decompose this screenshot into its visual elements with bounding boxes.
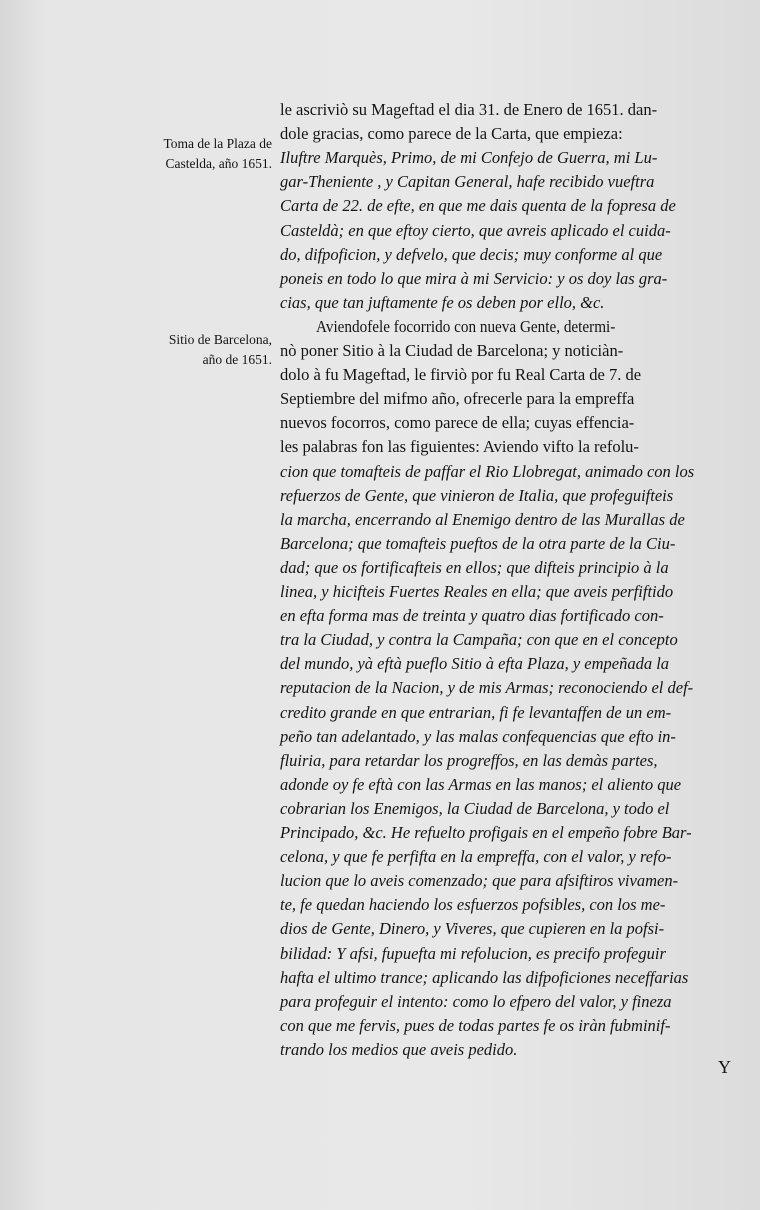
body-line: trando los medios que aveis pedido. <box>280 1039 518 1059</box>
body-line: adonde oy fe eftà con las Armas en las manos; el aliento que <box>280 774 682 794</box>
body-line: Casteldà; en que eftoy cierto, que avreis aplicado el cuida- <box>280 220 671 240</box>
body-line: Iluftre Marquès, Primo, de mi Confejo de Guerra, mi Lu- <box>280 148 658 168</box>
body-line: bilidad: Y afsi, fupuefta mi refolucion, es precifo profeguir <box>280 943 666 963</box>
body-line: nò poner Sitio à la Ciudad de Barcelona; y noticiàn- <box>280 341 624 360</box>
body-line: tra la Ciudad, y contra la Campaña; con que en el concepto <box>280 630 678 650</box>
body-line: dad; que os fortificafteis en ellos; que difteis principio à la <box>280 557 669 577</box>
body-line: dolo à fu Mageftad, le firviò por fu Real Carta de 7. de <box>280 365 642 385</box>
body-line: del mundo, yà eftà pueflo Sitio à efta Plaza, y empeñada la <box>280 654 670 674</box>
body-line: Septiembre del mifmo año, ofrecerle para la empreffa <box>280 389 635 409</box>
body-line: la marcha, encerrando al Enemigo dentro de las Murallas de <box>280 509 685 529</box>
body-line: con que me fervis, pues de todas partes fe os iràn fubminif- <box>280 1015 671 1035</box>
margin-note-line: Castelda, año 1651. <box>165 156 272 171</box>
body-line: Principado, &c. He refuelto profigais en el empeño fobre Bar- <box>280 823 692 842</box>
body-line: gar-Theniente , y Capitan General, hafe recibido vueftra <box>280 172 655 192</box>
body-line: do, difpoficion, y defvelo, que decis; muy conforme al que <box>280 244 663 264</box>
body-line: poneis en todo lo que mira à mi Servicio: y os doy las gra- <box>280 268 668 288</box>
body-line: lucion que lo aveis comenzado; que para afsiftiros vivamen- <box>280 871 679 891</box>
body-line: peño tan adelantado, y las malas confequencias que efto in- <box>280 726 676 746</box>
body-line: reputacion de la Nacion, y de mis Armas; reconociendo el def- <box>280 678 694 698</box>
margin-note-line: año de 1651. <box>202 352 272 367</box>
margin-note-line: Sitio de Barcelona, <box>168 332 272 347</box>
body-line: Aviendofele focorrido con nueva Gente, determi- <box>316 316 616 336</box>
body-line: le ascriviò su Mageftad el dia 31. de Enero de 1651. dan- <box>280 100 658 119</box>
body-line: fluiria, para retardar los progreffos, en las demàs partes, <box>280 750 658 770</box>
body-line: refuerzos de Gente, que vinieron de Italia, que profeguifteis <box>280 485 674 505</box>
body-line: Barcelona; que tomafteis pueftos de la otra parte de la Ciu- <box>280 533 676 553</box>
body-line: cion que tomafteis de paffar el Rio Llobregat, animado con los <box>280 461 695 481</box>
body-line: celona, y que fe perfifta en la empreffa, con el valor, y refo- <box>280 847 672 867</box>
body-line: credito grande en que entrarian, fi fe levantaffen de un em- <box>280 702 672 722</box>
body-line: les palabras fon las figuientes: Aviendo vifto la refolu- <box>280 437 639 457</box>
body-line: cias, que tan juftamente fe os deben por ello, &c. <box>280 292 605 312</box>
margin-note-sitio-barcelona <box>120 330 272 370</box>
body-line: hafta el ultimo trance; aplicando las difpoficiones neceffarias <box>280 967 689 987</box>
margin-note-toma-casteldà <box>120 134 272 174</box>
body-line: para profeguir el intento: como lo efpero del valor, y fineza <box>280 991 672 1011</box>
body-line: cobrarian los Enemigos, la Ciudad de Barcelona, y todo el <box>280 798 670 818</box>
body-line: nuevos focorros, como parece de ella; cuyas effencia- <box>280 413 635 433</box>
body-line: en efta forma mas de treinta y quatro dias fortificado con- <box>280 606 664 626</box>
body-line: te, fe quedan haciendo los esfuerzos pofsibles, con los me- <box>280 895 666 915</box>
body-line: dios de Gente, Dinero, y Viveres, que cupieren en la pofsi- <box>280 919 665 939</box>
margin-note-line: Toma de la Plaza de <box>163 136 272 151</box>
catchword: Y <box>718 1057 731 1077</box>
body-line: dole gracias, como parece de la Carta, que empieza: <box>280 124 623 144</box>
body-line: Carta de 22. de efte, en que me dais quenta de la fopresa de <box>280 196 676 216</box>
body-line: linea, y hicifteis Fuertes Reales en ella; que aveis perfiftido <box>280 582 674 601</box>
